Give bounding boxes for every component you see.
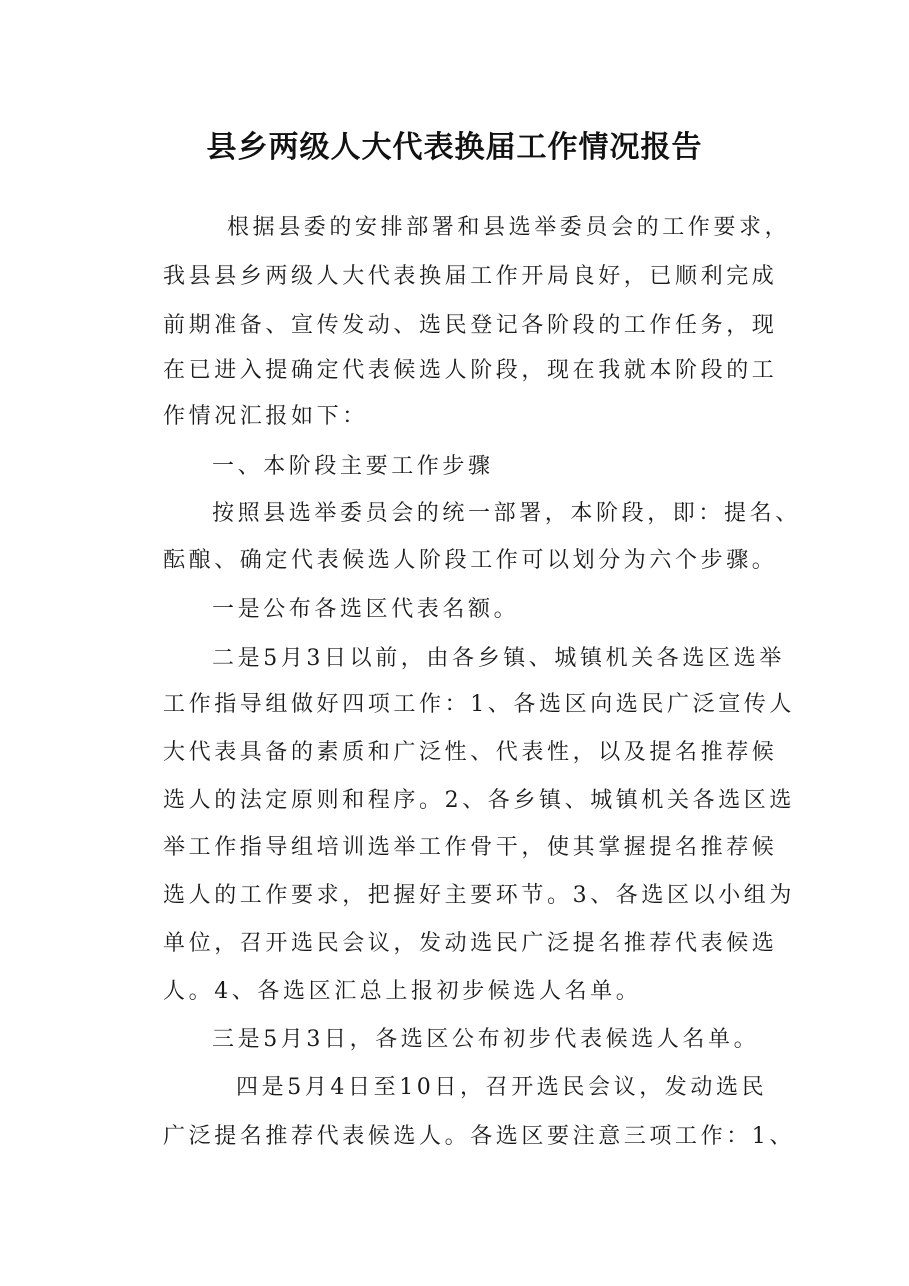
- paragraph-line: 一是公布各选区代表名额。: [212, 597, 520, 622]
- paragraph-line: 作情况汇报如下：: [163, 404, 368, 429]
- paragraph-line: 四是5月4日至10日，召开选民会议，发动选民: [236, 1075, 768, 1100]
- section-heading: 一、本阶段主要工作步骤: [212, 454, 494, 479]
- paragraph-line: 按照县选举委员会的统一部署，本阶段，即：提名、: [212, 501, 801, 526]
- paragraph-line: 前期准备、宣传发动、选民登记各阶段的工作任务，现: [163, 313, 778, 338]
- paragraph-line: 酝酿、确定代表候选人阶段工作可以划分为六个步骤。: [163, 548, 778, 573]
- paragraph-line: 选人的法定原则和程序。2、各乡镇、城镇机关各选区选: [163, 788, 795, 813]
- document-title: 县乡两级人大代表换届工作情况报告: [206, 130, 703, 165]
- paragraph-line: 人。4、各选区汇总上报初步候选人名单。: [163, 979, 642, 1004]
- paragraph-line: 我县县乡两级人大代表换届工作开局良好，已顺利完成: [163, 264, 778, 289]
- paragraph-line: 在已进入提确定代表候选人阶段，现在我就本阶段的工: [163, 358, 778, 383]
- paragraph-line: 根据县委的安排部署和县选举委员会的工作要求，: [227, 215, 791, 240]
- paragraph-line: 工作指导组做好四项工作：1、各选区向选民广泛宣传人: [163, 692, 795, 717]
- paragraph-line: 二是5月3日以前，由各乡镇、城镇机关各选区选举: [212, 646, 785, 671]
- paragraph-line: 选人的工作要求，把握好主要环节。3、各选区以小组为: [163, 883, 795, 908]
- paragraph-line: 广泛提名推荐代表候选人。各选区要注意三项工作：1、: [163, 1124, 795, 1149]
- paragraph-line: 大代表具备的素质和广泛性、代表性，以及提名推荐候: [163, 740, 778, 765]
- paragraph-line: 举工作指导组培训选举工作骨干，使其掌握提名推荐候: [163, 835, 778, 860]
- paragraph-line: 单位，召开选民会议，发动选民广泛提名推荐代表候选: [163, 931, 778, 956]
- paragraph-line: 三是5月3日，各选区公布初步代表候选人名单。: [212, 1027, 760, 1052]
